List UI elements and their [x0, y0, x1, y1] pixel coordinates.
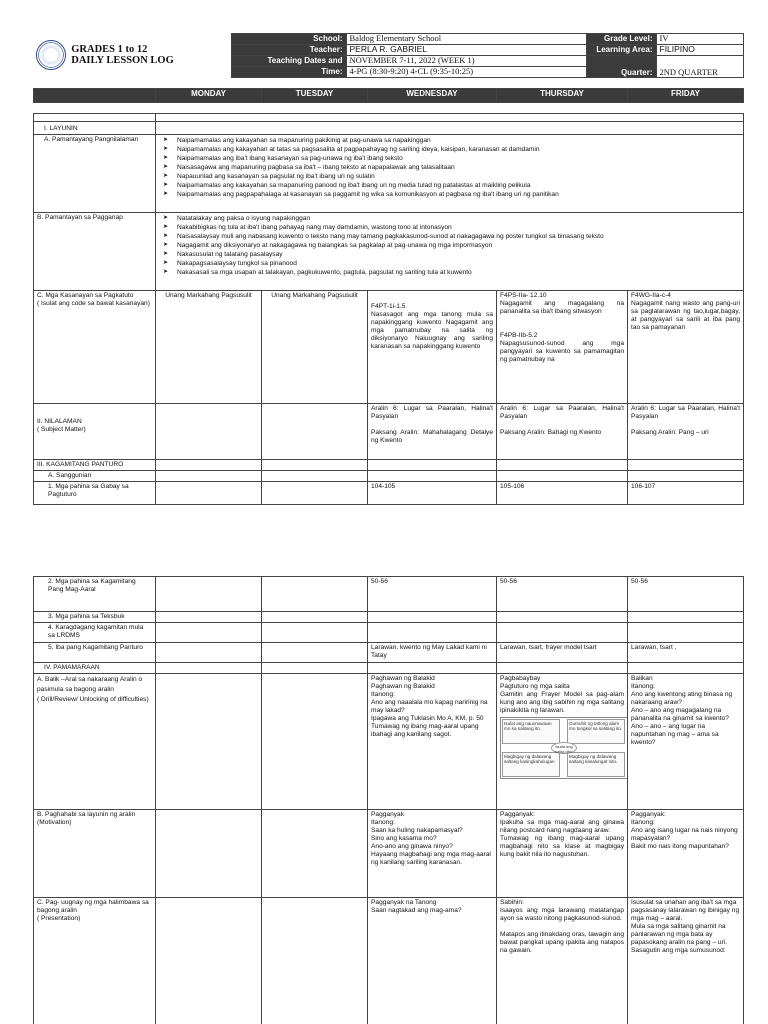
teacher-value: PERLA R. GABRIEL [346, 45, 586, 56]
pangnilalaman-list-cell [156, 135, 744, 213]
frayer-center-oval: Isulat ang salita dito. [551, 742, 577, 754]
list-item: ➤ Naipamamalas ang pagpapahalaga at kasanayan sa paggamit ng wika sa komunikasyon at pagbasa ng iba't ibang uri ng panitikan [159, 190, 740, 199]
nilalaman-thursday: Aralin 6: Lugar sa Paaralan, Halina't Pasyalan Paksang Aralin: Bahagi ng Kwento [497, 404, 628, 460]
kasanayan-friday [628, 291, 744, 404]
quarter-value: 2ND QUARTER [656, 56, 743, 78]
thu-text: Nagagamit ang magagalang na pananalita sa iba't ibang sitwasyon [500, 300, 624, 315]
wed-text: Nasasagot ang mga tanong mula sa napakinggang kuwento Nagagamit ang mga pamatnubay na salita ng diksiyonaryo Naiuugnay ang sariling karanasan sa napakinggang kuwento [371, 311, 493, 350]
sanggunian-label: A. Sanggunian [34, 471, 156, 482]
title-block [33, 34, 231, 78]
kag-wednesday: 50-56 [368, 577, 497, 612]
list-item: ➤ Nakasusulat ng talatang pasalaysay [159, 250, 740, 259]
pamantayang-pangnilalaman-label: A. Pamantayang Pangnilalaman [34, 135, 156, 213]
time-value: 4-PG (8:30-9:20) 4-CL (9:35-10:25) [346, 67, 586, 78]
list-item: ➤ Nagagamit ang diksiyonaryo at nakagagawa ng balangkas sa pagkalap at pag-unawa ng mga impormasyon [159, 241, 740, 250]
iba-wednesday: Larawan, kwento ng May Lakad kami ni Tatay [368, 643, 497, 663]
frayer-box-4: Magbigay ng dalawang saltang kasalungat nito. [567, 752, 625, 777]
gabay-friday: 106-107 [628, 482, 744, 505]
list-item: ➤ Naipamamalas ang iba't ibang kasanayan sa pag-unawa ng iba't ibang teksto [159, 154, 740, 163]
pamamaraan-title: IV. PAMAMARAAN [34, 663, 156, 674]
pangnilalaman-list [159, 136, 740, 199]
fri-code: F4WG-IIa-c-4 [631, 292, 671, 299]
area-value: FILIPINO [656, 45, 743, 56]
day-monday: MONDAY [156, 89, 262, 103]
balik-aral-thursday [497, 674, 628, 810]
paghahabi-friday: Pagganyak: Itanong: Ano ang isang lugar na nais ninyong mapasyalan? Bakit mo nais itong mapuntahan? [628, 810, 744, 898]
iba-pang-kagamitan-label: 5. Iba pang Kagamitang Panturo [34, 643, 156, 663]
paghahabi-wednesday: Pagganyak Itanong: Saan ka huling nakapamasyal? Sino ang kasama mo? Ano-ano ang ginawa ninyo? Hayaang magbahagi ang mga mag-aaral ng kanilang sariling karanasan. [368, 810, 497, 898]
lesson-table-part1 [33, 113, 744, 505]
paghahabi-label: B. Paghahabi sa layunin ng aralin (Motivation) [34, 810, 156, 898]
gabay-thursday: 105-106 [497, 482, 628, 505]
school-value: Baldog Elementary School [346, 34, 586, 45]
paghahabi-thursday: Pagganyak: Ipakuha sa mga mag-aaral ang ginawa nilang postcard nang nagdaang araw. Tumawag ng ibang mag-aaral upang magbahagi nito sa klase at magbigay kung bakit nila ito nagustuhan. [497, 810, 628, 898]
balik-aral-friday: Balikan Itanong: Ano ang kwentong ating binasa ng nakaraang araw? Ano – ano ang magagalang na pananalita na ginamit sa kwento? Ano – ano – ang lugar na napuntahan ng mag – ama sa kwento? [628, 674, 744, 810]
nilalaman-label: II. NILALAMAN ( Subject Matter) [34, 404, 156, 460]
list-item: ➤ Naisasalaysay muli ang nabasang kuwento o teksto nang may tamang pagkakasunod-sunod at nakagagawa ng poster tungkol sa binasang teksto [159, 232, 740, 241]
iba-friday: Larawan, tsart , [628, 643, 744, 663]
nilalaman-wednesday: Aralin 6: Lugar sa Paaralan, Halina't Pasyalan Paksang Aralin: Mahahalagang Detalye ng Kwento [368, 404, 497, 460]
lesson-table-part2 [33, 576, 744, 1024]
day-wednesday: WEDNESDAY [368, 89, 497, 103]
lrmds-label: 4. Karagdagang kagamitan mula sa LRDMS [34, 623, 156, 643]
header-table [33, 33, 744, 78]
layunin-title: I. LAYUNIN [34, 122, 156, 135]
kagamitang-mag-aaral-label: 2. Mga pahina sa Kagamitang Pang Mag-Aaral [34, 577, 156, 612]
school-label: School: [231, 34, 346, 45]
kagamitan-title: III. KAGAMITANG PANTURO [34, 460, 156, 471]
pag-uugnay-wednesday: Pagganyak na Tanong Saan nagtakad ang mag-ama? [368, 898, 497, 1024]
list-item: ➤ Nakapagsasalaysay tungkol sa pinanood [159, 259, 740, 268]
frayer-box-2: Gumuhit ng tatlong alam mo tungkol sa salitang ito. [567, 719, 625, 744]
day-thursday: THURSDAY [497, 89, 628, 103]
dates-label: Teaching Dates and [231, 56, 346, 67]
quarter-label: Quarter: [586, 56, 656, 78]
kasanayan-tuesday: Unang Markahang Pagsusulit [262, 291, 368, 404]
pamantayan-pagganap-label: B. Pamantayan sa Pagganap [34, 213, 156, 291]
gabay-wednesday: 104-105 [368, 482, 497, 505]
area-label: Learning Area: [586, 45, 656, 56]
nilalaman-friday: Aralin 6: Lugar sa Paaralan, Halina't Pasyalan Paksang Aralin: Pang – uri [628, 404, 744, 460]
list-item: ➤ Naipamamalas ang kakayahan sa mapanuring panood ng iba't ibang uri ng media tulad ng patalastas at maikling pelikula [159, 181, 740, 190]
days-blank [34, 89, 156, 103]
gabay-label: 1. Mga pahina sa Gabay sa Pagtuturo [34, 482, 156, 505]
title-line1: GRADES 1 to 12 [71, 43, 148, 55]
iba-thursday: Larawan, tsart, frayer model tsart [497, 643, 628, 663]
kag-thursday: 50-56 [497, 577, 628, 612]
kasanayan-thursday [497, 291, 628, 404]
balik-aral-wednesday: Paghawan ng Balakid Paghawan ng Balakid Itanong: Ano ang naaalala mo kapag naririnig na may lakad? Ipagawa ang Tuklasin Mo A, KM, p. 50 Tumawag ng ibang mag-aaral upang ibahagi ang kanilang sagot. [368, 674, 497, 810]
pag-uugnay-label: C. Pag- uugnay ng mga halimbawa sa bagong aralin ( Presentation) [34, 898, 156, 1024]
fri-text: Nagagamit nang wasto ang pang-uri sa paglalarawan ng tao,lugar,bagay, at pangyayari sa sarili at iba pang tao sa pamayanan [631, 300, 741, 331]
grade-value: IV [656, 34, 743, 45]
frayer-box-3: Magbigay ng dalawang saltang kasingkahulugan [502, 752, 560, 777]
kasanayan-label: C. Mga Kasanayan sa Pagkatuto ( Isulat ang code sa bawat kasanayan) [34, 291, 156, 404]
teacher-label: Teacher: [231, 45, 346, 56]
thu-code2: F4PB-IIb-5.2 [500, 332, 538, 339]
pagganap-list-cell [156, 213, 744, 291]
thu-text2: Napagsusunod-sunod ang mga pangyayari sa kuwento sa pamamagitan ng pamatnubay na [500, 340, 624, 363]
list-item: ➤ Nakabibigkas ng tula at iba't ibang pahayag nang may damdamin, wastong tono at intonasyon [159, 223, 740, 232]
list-item: ➤ Naipamamalas ang kakayahan sa mapanuring pakikinig at pag-unawa sa napakinggan [159, 136, 740, 145]
list-item: ➤ Napauunlad ang kasanayan sa pagsulat ng iba't ibang uri ng sulatin [159, 172, 740, 181]
pagganap-list [159, 214, 740, 277]
frayer-model-diagram [500, 717, 628, 779]
teksbuk-label: 3. Mga pahina sa Teksbuk [34, 612, 156, 623]
dates-value: NOVEMBER 7-11, 2022 (WEEK 1) [346, 56, 586, 67]
deped-seal-icon [36, 40, 66, 70]
pag-uugnay-thursday: Sabihin: Isaayos ang mga larawang matatangap ayon sa wasto nitong pagkasunod-sunod. Matapos ang itinakdang oras, tawagin ang bawat pangkat upang ipakita ang natapos na gawain. [497, 898, 628, 1024]
title-line2: DAILY LESSON LOG [71, 54, 174, 66]
frayer-box-1: Isulat ang nauunawaan mo sa salitang ito. [502, 719, 560, 744]
list-item: ➤ Natatalakay ang paksa o isyung napakinggan [159, 214, 740, 223]
pag-uugnay-friday: Isusulat sa unahan ang iba't sa mga pagsasanay lalarawan ng ibinigay ng mga mag – aaral. Mula sa mga salitang ginamit na panlarawan ng mga bata ay papasokang aralin na pang – uri. Sasagutin ang mga sumusunod: [628, 898, 744, 1024]
list-item: ➤ Nakasasali sa mga usapan at talakayan, pagkukuwento, pagtula, pagsulat ng sariling tula at kuwento [159, 268, 740, 277]
thu-balik-text: Pagbabaybay Pagtuturo ng mga salita Gamitin ang Frayer Model sa pag-alam kung ano ang ibig sabihin ng mga salitang ipinakikita ng larawan. [500, 675, 624, 714]
day-tuesday: TUESDAY [262, 89, 368, 103]
balik-aral-label: A. Balik –Aral sa nakaraang Aralin o pasimula sa bagong aralin ( Drill/Review/ Unlocking of difficulties) [34, 674, 156, 810]
thu-code: F4PS-IIa- 12.10 [500, 292, 547, 299]
kasanayan-wednesday [368, 291, 497, 404]
wed-code: F4PT-1i-1.5 [371, 303, 406, 310]
kasanayan-monday: Unang Markahang Pagsusulit [156, 291, 262, 404]
list-item: ➤ Naisasagawa ang mapanuring pagbasa sa iba't – ibang teksto at napapalawak ang talasalitaan [159, 163, 740, 172]
list-item: ➤ Naipamamalas ang kakayahan at tatas sa pagsasalita at pagpapahayag ng sariling ideya, kaisipan, karanasan at damdamin [159, 145, 740, 154]
grade-label: Grade Level: [586, 34, 656, 45]
days-header [33, 88, 744, 103]
kag-friday: 50-56 [628, 577, 744, 612]
time-label: Time: [231, 67, 346, 78]
day-friday: FRIDAY [628, 89, 744, 103]
